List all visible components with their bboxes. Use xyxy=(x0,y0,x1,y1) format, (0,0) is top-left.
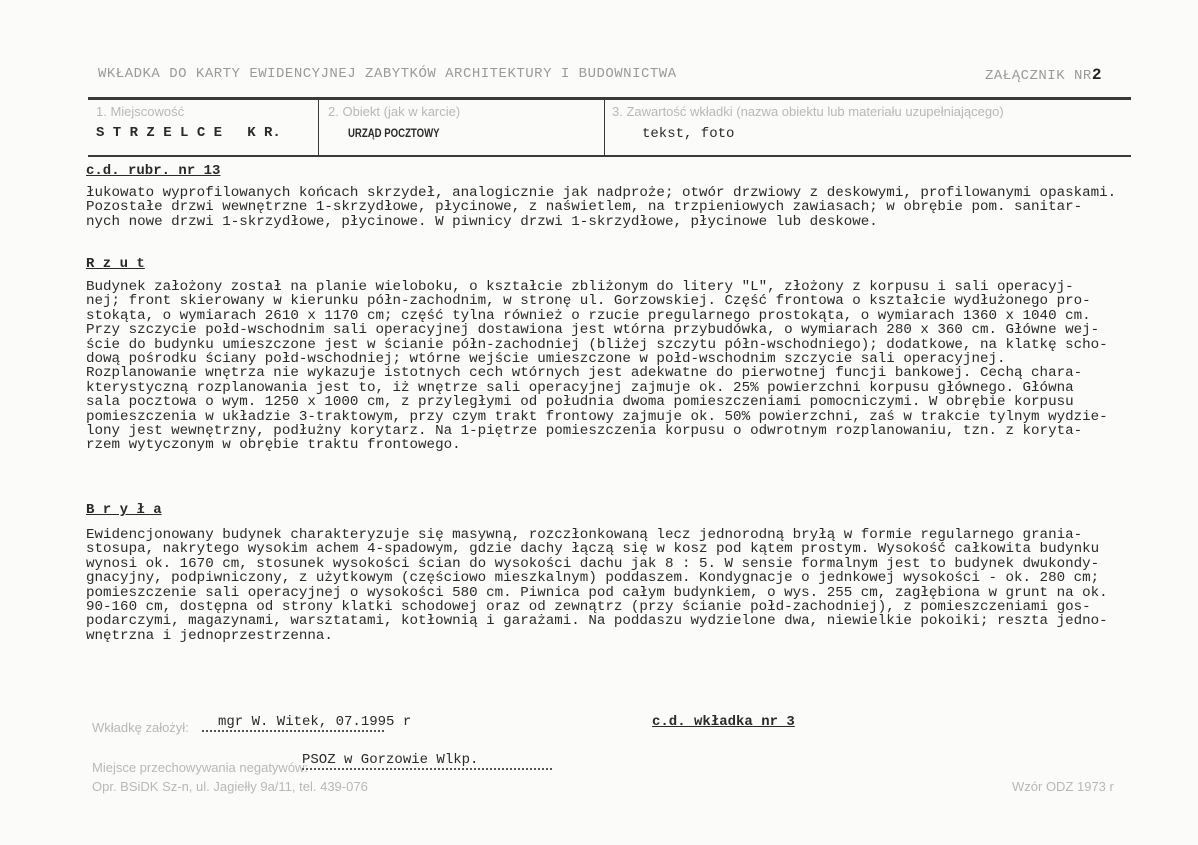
section-body-massing xyxy=(86,528,1108,643)
attachment-label-text: ZAŁĄCZNIK NR xyxy=(985,68,1092,84)
table-bottom-rule xyxy=(88,155,1131,157)
author-dotted-line xyxy=(202,712,412,732)
field-value-contents: tekst, foto xyxy=(642,126,735,142)
text-line: nych nowe drzwi 1-skrzydłowe, płycinowe. W piwnicy drzwi 1-skrzydłowe, płycinowe lub deskowe. xyxy=(86,213,878,230)
continued-insert: c.d. wkładka nr 3 xyxy=(652,714,795,730)
text-line: nej; front skierowany w kierunku półn-zachodnim, w stronę ul. Gorzowskiej. Część frontowa o kształcie wydłużonego pro- xyxy=(86,293,1091,310)
text-line: lony jest wewnętrzny, podłużny korytarz. Na 1-piętrze pomieszczenia korpusu o odwrotnym rozplanowaniu, tzn. z koryta- xyxy=(86,422,1083,439)
negatives-label: Miejsce przechowywania negatywów: xyxy=(92,760,309,775)
section-heading-plan: R z u t xyxy=(86,256,145,272)
negatives-dotted-line xyxy=(302,750,552,770)
section-body-continued xyxy=(86,186,1116,229)
text-line: wnętrzna i jednoprzestrzenna. xyxy=(86,627,333,644)
column-divider xyxy=(318,100,319,155)
field-label-object: 2. Obiekt (jak w karcie) xyxy=(328,104,461,119)
text-line: Przy szczycie połd-wschodnim sali operacyjnej dostawiona jest wtórna przybudówka, o wymiarach 280 x 360 cm. Główne wej- xyxy=(86,322,1100,339)
form-title: WKŁADKA DO KARTY EWIDENCYJNEJ ZABYTKÓW ARCHITEKTURY I BUDOWNICTWA xyxy=(98,66,677,82)
negatives-value: PSOZ w Gorzowie Wlkp. xyxy=(302,752,479,768)
text-line: stokąta, o wymiarach 2610 x 1170 cm; część tylna również o rzucie pregularnego prostokąta, o wymiarach 1360 x 1040 cm. xyxy=(86,307,1091,324)
text-line: stosupa, nakrytego wysokim achem 4-spadowym, gdzie dachy łączą się w kosz pod kątem prostym. Wysokość całkowita budynku xyxy=(86,541,1100,558)
text-line: gnacyjny, podpiwniczony, z użytkowym (częściowo mieszkalnym) poddaszem. Kondygnacje o jednkowej wysokości - ok. 280 cm; xyxy=(86,570,1100,587)
field-label-contents: 3. Zawartość wkładki (nazwa obiektu lub materiału uzupełniającego) xyxy=(612,104,1004,119)
text-line: pomieszczenia w układzie 3-traktowym, przy czym trakt frontowy zajmuje ok. 50% powierzchni, zaś w trakcie tylnym wydzie- xyxy=(86,408,1108,425)
text-line: kterystyczną rozplanowania jest to, iż wnętrze sali operacyjnej zajmuje ok. 25% powierzchni korpusu głównego. Główna xyxy=(86,379,1074,396)
text-line: Rozplanowanie wnętrza nie wykazuje istotnych cech wtórnych jest adekwatne do pierwotnej funcji bankowej. Cechą chara- xyxy=(86,365,1083,382)
author-value: mgr W. Witek, 07.1995 r xyxy=(218,714,412,730)
text-line: Ewidencjonowany budynek charakteryzuje się masywną, rozczłonkowaną lecz jednorodną bryłą w formie regularnego grania- xyxy=(86,527,1083,543)
text-line: 90-160 cm, dostępna od strony klatki schodowej oraz od zewnątrz (przy ścianie połd-zachodniej), z pomieszczeniami gos- xyxy=(86,598,1091,615)
text-line: Pozostałe drzwi wewnętrzne 1-skrzydłowe, płycinowe, z naświetlem, na trzpieniowych zawiasach; w obrębie pom. sanitar- xyxy=(86,199,1083,216)
text-line: sala pocztowa o wym. 1250 x 1000 cm, z przyległymi od południa dwoma pomieszczeniami pomocniczymi. W obrębie korpusu xyxy=(86,394,1074,411)
text-line: Budynek założony został na planie wieloboku, o kształcie zbliżonym do litery "L", złożony z korpusu i sali operacyj- xyxy=(86,279,1074,295)
attachment-number: 2 xyxy=(1091,66,1102,84)
text-line: rzem wytyczonym w obrębie traktu frontowego. xyxy=(86,437,461,454)
section-heading-massing: B r y ł a xyxy=(86,502,162,518)
text-line: podarczymi, magazynami, warsztatami, kotłownią i garażami. Na poddaszu wydzielone dwa, niewielkie pokoiki; reszta jedno- xyxy=(86,613,1108,630)
section-heading-continued: c.d. rubr. nr 13 xyxy=(86,163,221,179)
text-line: dową pośrodku ściany połd-wschodniej; wtórne wejście umieszczone w połd-wschodnim szczycie sali operacyjnej. xyxy=(86,350,1006,367)
section-body-plan xyxy=(86,280,1108,453)
text-line: wynosi ok. 1670 cm, stosunek wysokości ścian do wysokości dachu jak 8 : 5. W sensie formalnym jest to budynek dwukondy- xyxy=(86,555,1100,572)
text-line: pomieszczenie sali operacyjnej o wysokości 580 cm. Piwnica pod całym budynkiem, o wys. 255 cm, zagłębiona w grunt na ok. xyxy=(86,584,1108,601)
author-label: Wkładkę założył: xyxy=(92,720,189,735)
attachment-label xyxy=(985,66,1102,84)
field-value-location: S T R Z E L C E K R. xyxy=(96,125,281,141)
top-rule xyxy=(88,97,1131,100)
field-label-location: 1. Miejscowość xyxy=(96,104,185,119)
column-divider xyxy=(604,100,605,155)
printer-info: Opr. BSiDK Sz-n, ul. Jagiełły 9a/11, tel. 439-076 xyxy=(92,779,368,794)
text-line: łukowato wyprofilowanych końcach skrzydeł, analogicznie jak nadproże; otwór drzwiowy z deskowymi, profilowanymi opaskami. xyxy=(86,185,1117,201)
template-info: Wzór ODZ 1973 r xyxy=(1012,779,1114,794)
field-value-object: URZĄD POCZTOWY xyxy=(348,126,440,140)
text-line: ście do budynku umieszczone jest w ścianie półn-zachodniej (bliżej szczytu półn-wschodniego); dodatkowe, na klatkę scho- xyxy=(86,336,1108,353)
